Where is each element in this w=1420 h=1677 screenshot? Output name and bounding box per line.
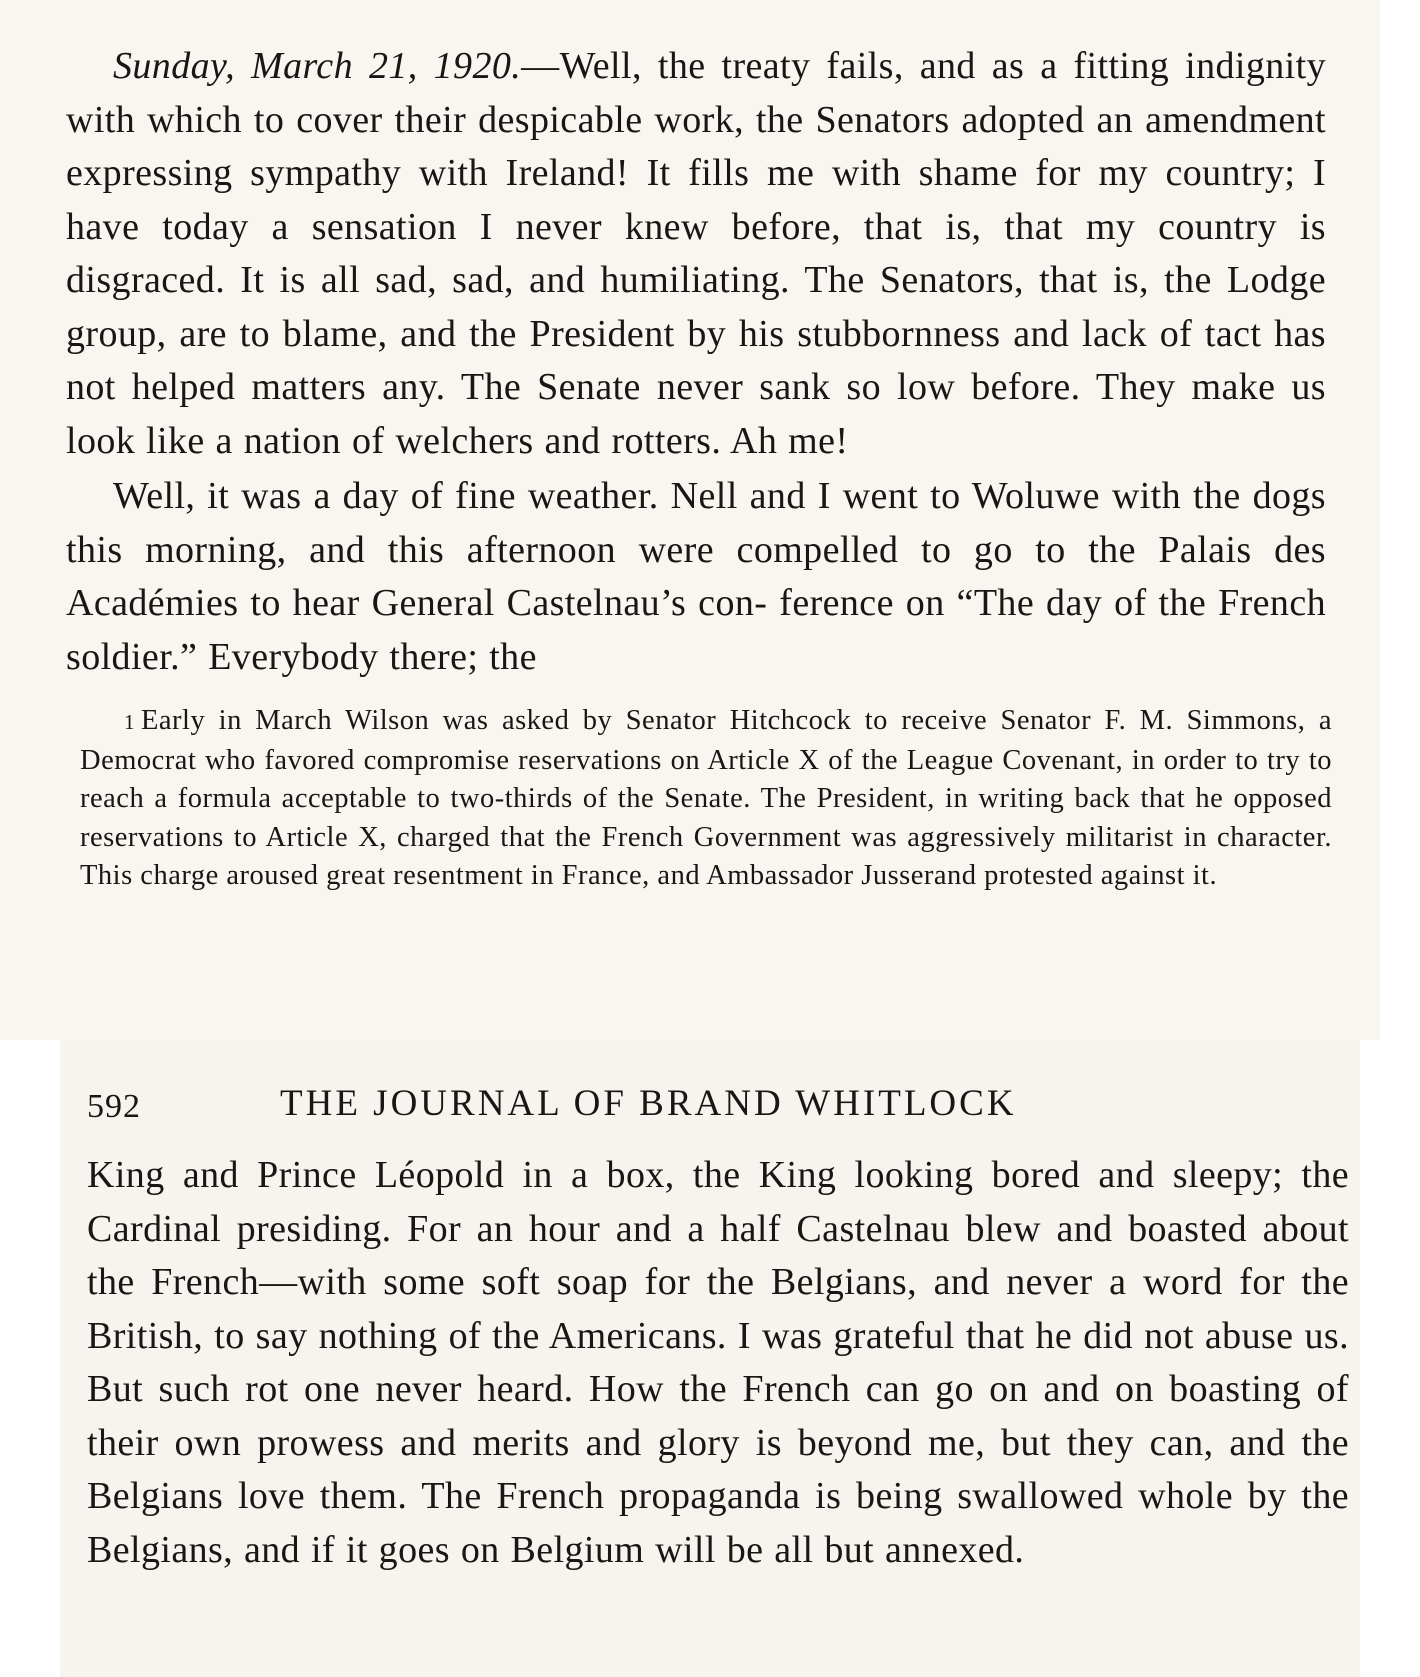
- entry-paragraph-2: Well, it was a day of fine weather. Nell and I went to Woluwe with the dogs this morning, and this afternoon were compelled to go to the Palais des Académies to hear General Castelnau’s con- ference on “The day of the French soldier.” Everybody there; the: [66, 475, 1326, 678]
- footnote-block: [80, 702, 1332, 896]
- entry-paragraph-1-text: —Well, the treaty fails, and as a fitting indignity with which to cover their despicable work, the Senators adopted an amendment expressing sympathy with Ireland! It fills me with shame for my country; I have today a sensation I never knew before, that is, that my country is disgraced. It is all sad, sad, and humiliating. The Senators, that is, the Lodge group, are to blame, and the President by his stubbornness and lack of tact has not helped matters any. The Senate never sank so low before. They make us look like a nation of welchers and rotters. Ah me!: [66, 45, 1327, 462]
- footnote-text: Early in March Wilson was asked by Senator Hitchcock to receive Senator F. M. Simmons, a Democrat who favored compromise reservations on Article X of the League Covenant, in order to try to reach a formula acceptable to two-thirds of the Senate. The President, in writing back that he opposed reservations to Article X, charged that the French Government was aggressively militarist in character. This charge aroused great resentment in France, and Ambassador Jusserand protested against it.: [80, 705, 1332, 891]
- footnote-marker: 1: [124, 710, 135, 734]
- entry-paragraph-1: [66, 40, 1326, 468]
- running-head: [87, 1082, 1347, 1132]
- footnote: [80, 702, 1332, 896]
- entry-date: Sunday, March 21, 1920.: [113, 45, 522, 87]
- book-title: THE JOURNAL OF BRAND WHITLOCK: [280, 1083, 1017, 1124]
- page-number: 592: [87, 1088, 141, 1125]
- continuation-paragraph: King and Prince Léopold in a box, the King looking bored and sleepy; the Cardinal presiding. For an hour and a half Castelnau blew and boasted about the French—with some soft soap for the Belgians, and never a word for the British, to say nothing of the Americans. I was grateful that he did not abuse us. But such rot one never heard. How the French can go on and on boasting of their own prowess and merits and glory is beyond me, but they can, and the Belgians love them. The French propaganda is being swallowed whole by the Belgians, and if it goes on Belgium will be all but annexed.: [87, 1154, 1349, 1571]
- diary-entry: [66, 40, 1326, 684]
- continuation-block: [87, 1149, 1349, 1577]
